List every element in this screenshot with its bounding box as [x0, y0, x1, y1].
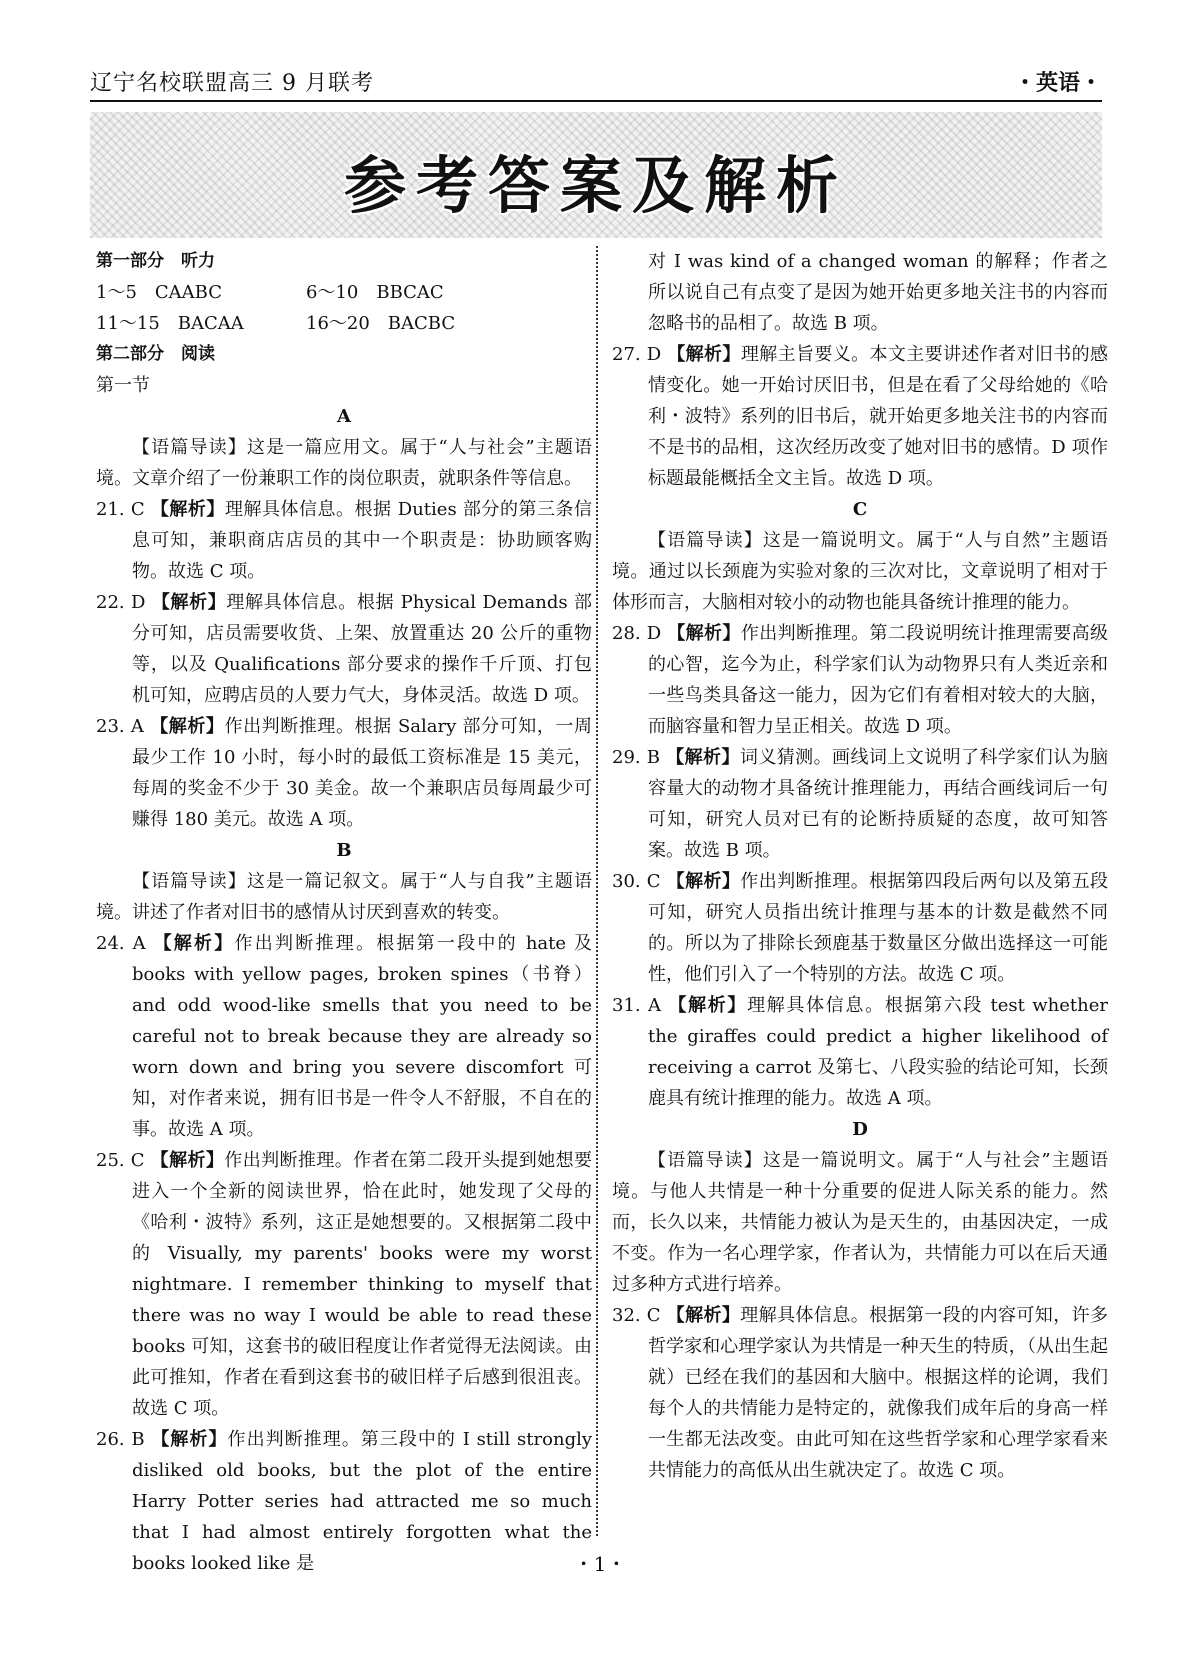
answer-item-22	[96, 587, 592, 711]
answer-row	[96, 277, 592, 308]
passage-intro-b: 【语篇导读】这是一篇记叙文。属于“人与自我”主题语境。讲述了作者对旧书的感情从讨厌到喜欢的转变。	[96, 871, 592, 923]
answer-item-28	[612, 618, 1108, 742]
answer-group: 1～5 CAABC	[96, 282, 223, 303]
answer-text: 作出判断推理。根据 Salary 部分可知，一周最少工作 10 小时，每小时的最低工资标准是 15 美元，每周的奖金不少于 30 美金。故一个兼职店员每周最少可赚得 180 美元。故选 A 项。	[132, 716, 592, 830]
answer-number: 24. A	[96, 933, 146, 954]
answer-item-23	[96, 711, 592, 835]
answer-group: 11～15 BACAA	[96, 313, 244, 334]
passage-intro-d: 【语篇导读】这是一篇说明文。属于“人与社会”主题语境。与他人共情是一种十分重要的促进人际关系的能力。然而，长久以来，共情能力被认为是天生的，由基因决定，一成不变。作为一名心理学家，作者认为，共情能力可以在后天通过多种方式进行培养。	[612, 1150, 1108, 1295]
answer-text: 理解主旨要义。本文主要讲述作者对旧书的感情变化。她一开始讨厌旧书，但是在看了父母给她的《哈利・波特》系列的旧书后，就开始更多地关注书的内容而不是书的品相，这次经历改变了她对旧书的感情。D 项作标题最能概括全文主旨。故选 D 项。	[648, 344, 1109, 489]
answer-text: 词义猜测。画线词上文说明了科学家们认为脑容量大的动物才具备统计推理能力，再结合画线词后一句可知，研究人员对已有的论断持质疑的态度，故可知答案。故选 B 项。	[648, 747, 1109, 861]
answer-number: 22. D	[96, 592, 146, 613]
answer-text: 作出判断推理。根据第一段中的 hate 及 books with yellow pages, broken spines（书脊）and odd wood-like smells that you need to be careful not to break because they are already so worn down and bring you severe discomfort 可知，对作者来说，拥有旧书是一件令人不舒服，不自在的事。故选 A 项。	[132, 933, 593, 1140]
part2-heading: 第二部分 阅读	[96, 344, 215, 364]
analysis-tag: 【解析】	[150, 716, 225, 737]
passage-intro-a: 【语篇导读】这是一篇应用文。属于“人与社会”主题语境。文章介绍了一份兼职工作的岗位职责，就职条件等信息。	[96, 437, 592, 489]
analysis-tag: 【解析】	[151, 1429, 228, 1450]
answer-item-26-continued: 对 I was kind of a changed woman 的解释；作者之所以说自己有点变了是因为她开始更多地关注书的内容而忽略书的品相了。故选 B 项。	[648, 251, 1108, 334]
answer-text: 作出判断推理。作者在第二段开头提到她想要进入一个全新的阅读世界，恰在此时，她发现了父母的《哈利・波特》系列，这正是她想要的。又根据第二段中的 Visually, my parents' books were my worst nightmare. I remember thinking to myself that there was no way I would be able to read these books 可知，这套书的破旧程度让作者觉得无法阅读。由此可推知，作者在看到这套书的破旧样子后感到很沮丧。故选 C 项。	[132, 1150, 593, 1419]
analysis-tag: 【解析】	[153, 933, 235, 954]
page-number: ・1・	[573, 1552, 627, 1576]
answer-number: 30. C	[612, 871, 661, 892]
title-banner	[90, 112, 1102, 238]
document-title: 参考答案及解析	[343, 149, 848, 222]
answer-text: 理解具体信息。根据 Duties 部分的第三条信息可知，兼职商店店员的其中一个职责是：协助顾客购物。故选 C 项。	[132, 499, 592, 582]
answer-item-21	[96, 494, 592, 587]
answer-text: 作出判断推理。第二段说明统计推理需要高级的心智，迄今为止，科学家们认为动物界只有人类近亲和一些鸟类具备这一能力，因为它们有着相对较大的大脑，而脑容量和智力呈正相关。故选 D 项。	[648, 623, 1109, 737]
answer-item-25	[96, 1145, 592, 1424]
answer-number: 29. B	[612, 747, 661, 768]
right-column	[612, 246, 1108, 1486]
page-header	[90, 62, 1102, 102]
answer-item-24	[96, 928, 592, 1145]
analysis-tag: 【解析】	[150, 1150, 225, 1171]
answer-text: 理解具体信息。根据第六段 test whether the giraffes could predict a higher likelihood of receiving a carrot 及第七、八段实验的结论可知，长颈鹿具有统计推理的能力。故选 A 项。	[648, 995, 1108, 1109]
analysis-tag: 【解析】	[666, 747, 740, 768]
analysis-tag: 【解析】	[151, 592, 227, 613]
analysis-tag: 【解析】	[150, 499, 225, 520]
passage-label-a: A	[337, 406, 351, 427]
section-label: 第一节	[96, 375, 150, 396]
analysis-tag: 【解析】	[668, 995, 748, 1016]
answer-item-29	[612, 742, 1108, 866]
answer-number: 31. A	[612, 995, 662, 1016]
answer-text: 作出判断推理。第三段中的 I still strongly disliked old books, but the plot of the entire Harry Potter series had attracted me so much that I had almost entirely forgotten what the books looked like 是	[132, 1429, 593, 1574]
answer-number: 21. C	[96, 499, 145, 520]
analysis-tag: 【解析】	[666, 1305, 741, 1326]
passage-label-c: C	[852, 499, 868, 520]
analysis-tag: 【解析】	[667, 623, 741, 644]
passage-label-d: D	[852, 1119, 868, 1140]
answer-item-27	[612, 339, 1108, 494]
part1-heading: 第一部分 听力	[96, 251, 215, 271]
passage-intro-c: 【语篇导读】这是一篇说明文。属于“人与自然”主题语境。通过以长颈鹿为实验对象的三次对比，文章说明了相对于体形而言，大脑相对较小的动物也能具备统计推理的能力。	[612, 530, 1108, 613]
answer-number: 25. C	[96, 1150, 145, 1171]
answer-number: 23. A	[96, 716, 144, 737]
analysis-tag: 【解析】	[666, 871, 741, 892]
answer-group: 6～10 BBCAC	[306, 282, 444, 303]
answer-number: 32. C	[612, 1305, 661, 1326]
answer-number: 28. D	[612, 623, 662, 644]
answer-text: 理解具体信息。根据 Physical Demands 部分可知，店员需要收货、上架、放置重达 20 公斤的重物等，以及 Qualifications 部分要求的操作千斤顶、打包机可知，应聘店员的人要力气大，身体灵活。故选 D 项。	[132, 592, 593, 706]
exam-title: 辽宁名校联盟高三 9 月联考	[90, 71, 374, 96]
answer-number: 26. B	[96, 1429, 145, 1450]
answer-item-30	[612, 866, 1108, 990]
passage-label-b: B	[336, 840, 352, 861]
answer-row	[96, 308, 592, 339]
column-divider	[596, 246, 598, 1536]
answer-group: 16～20 BACBC	[306, 313, 456, 334]
left-column	[96, 246, 592, 1579]
subject-label: ・英语・	[1013, 70, 1102, 96]
analysis-tag: 【解析】	[667, 344, 741, 365]
answer-number: 27. D	[612, 344, 662, 365]
answer-text: 作出判断推理。根据第四段后两句以及第五段可知，研究人员指出统计推理与基本的计数是截然不同的。所以为了排除长颈鹿基于数量区分做出选择这一可能性，他们引入了一个特别的方法。故选 C 项。	[648, 871, 1109, 985]
answer-item-31	[612, 990, 1108, 1114]
answer-item-32	[612, 1300, 1108, 1486]
answer-text: 理解具体信息。根据第一段的内容可知，许多哲学家和心理学家认为共情是一种天生的特质，（从出生起就）已经在我们的基因和大脑中。根据这样的论调，我们每个人的共情能力是特定的，就像我们成年后的身高一样一生都无法改变。由此可知在这些哲学家和心理学家看来共情能力的高低从出生就决定了。故选 C 项。	[648, 1305, 1109, 1481]
